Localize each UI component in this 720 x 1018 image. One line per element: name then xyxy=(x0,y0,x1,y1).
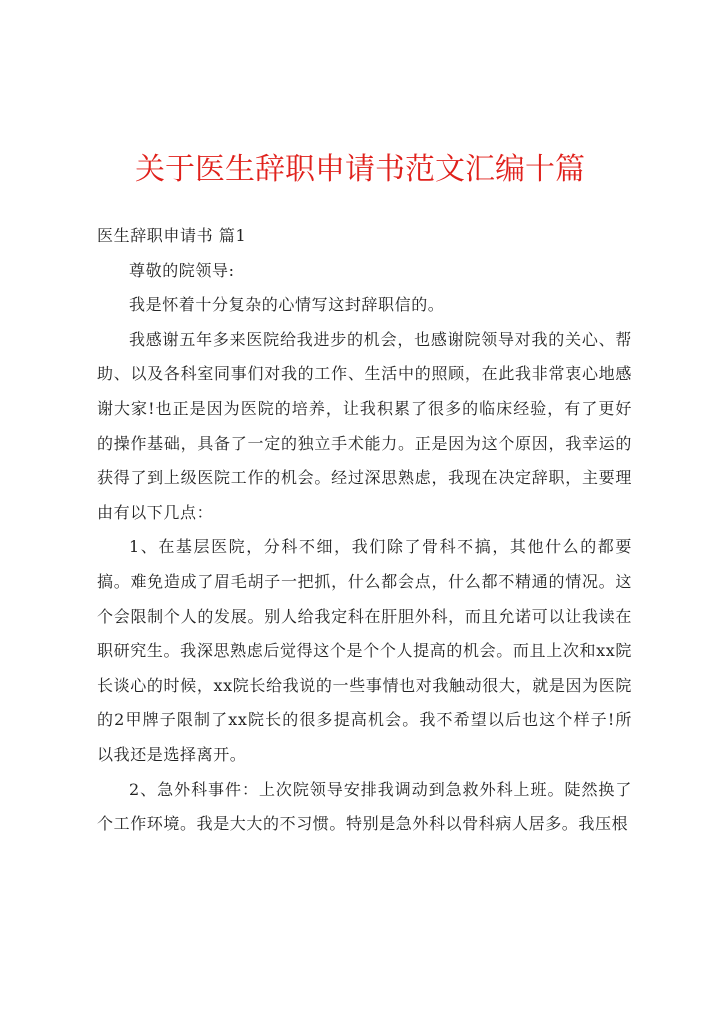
salutation-paragraph: 尊敬的院领导: xyxy=(129,260,235,280)
document-title: 关于医生辞职申请书范文汇编十篇 xyxy=(135,152,585,187)
reason-one-paragraph: 1、在基层医院，分科不细，我们除了骨科不搞，其他什么的都要搞。难免造成了眉毛胡子一把抓，什么都会点，什么都不精通的情况。这个会限制个人的发展。别人给我定科在肝胆外科，而且允诺可以让我读在职研究生。我深思熟虑后觉得这个是个个人提高的机会。而且上次和xx院长谈心的时候，xx院长给我说的一些事情也对我触动很大，就是因为医院的2甲牌子限制了xx院长的很多提高机会。我不希望以后也这个样子!所以我还是选择离开。 xyxy=(97,537,632,764)
opening-paragraph: 我是怀着十分复杂的心情写这封辞职信的。 xyxy=(129,295,445,315)
document-body xyxy=(97,219,632,842)
reason-two-paragraph: 2、急外科事件：上次院领导安排我调动到急救外科上班。陡然换了个工作环境。我是大大的不习惯。特别是急外科以骨科病人居多。我压根 xyxy=(97,779,632,834)
section-heading: 医生辞职申请书 篇1 xyxy=(97,226,247,245)
gratitude-paragraph: 我感谢五年多来医院给我进步的机会，也感谢院领导对我的关心、帮助、以及各科室同事们对我的工作、生活中的照顾，在此我非常衷心地感谢大家!也正是因为医院的培养，让我积累了很多的临床经验，有了更好的操作基础，具备了一定的独立手术能力。正是因为这个原因，我幸运的获得了到上级医院工作的机会。经过深思熟虑，我现在决定辞职，主要理由有以下几点： xyxy=(97,329,632,522)
